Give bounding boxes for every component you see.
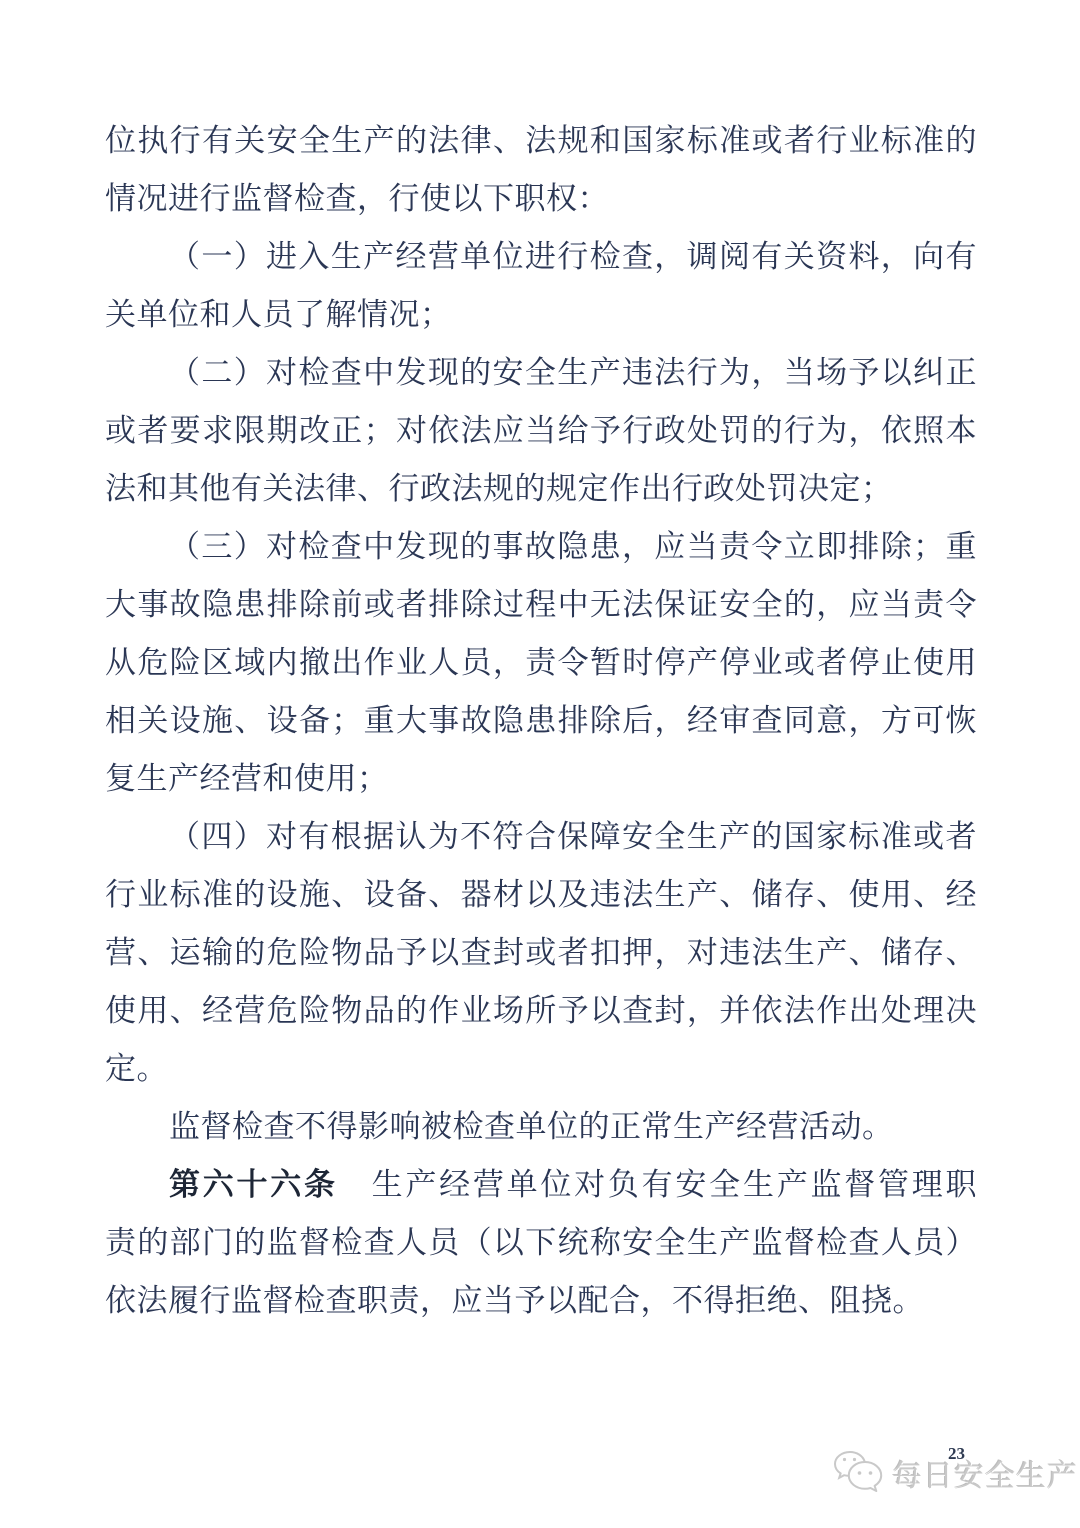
text-line	[105, 924, 977, 982]
text-line	[105, 692, 977, 750]
text-line	[105, 634, 977, 692]
text-segment: 位执行有关安全生产的法律、法规和国家标准或者行业标准的	[105, 123, 977, 158]
text-segment	[338, 1167, 372, 1202]
text-segment: （二）对检查中发现的安全生产违法行为，当场予以纠正	[169, 355, 977, 390]
legal-text-block	[105, 112, 977, 1330]
text-line	[105, 344, 977, 402]
text-segment: 情况进行监督检查，行使以下职权：	[105, 181, 609, 216]
article-number: 第六十六条	[169, 1167, 338, 1202]
text-segment: 从危险区域内撤出作业人员，责令暂时停产停业或者停止使用	[105, 645, 977, 680]
text-segment: 使用、经营危险物品的作业场所予以查封，并依法作出处理决	[105, 993, 977, 1028]
text-segment: （一）进入生产经营单位进行检查，调阅有关资料，向有	[169, 239, 977, 274]
text-line	[105, 808, 977, 866]
text-line	[105, 1098, 977, 1156]
text-segment: 或者要求限期改正；对依法应当给予行政处罚的行为，依照本	[105, 413, 977, 448]
text-segment: （三）对检查中发现的事故隐患，应当责令立即排除；重	[169, 529, 977, 564]
text-line	[105, 866, 977, 924]
text-segment: 监督检查不得影响被检查单位的正常生产经营活动。	[169, 1109, 894, 1144]
text-line	[105, 228, 977, 286]
text-line	[105, 170, 977, 228]
text-line	[105, 1040, 977, 1098]
page-number: 23	[948, 1444, 965, 1463]
text-segment: 责的部门的监督检查人员（以下统称安全生产监督检查人员）	[105, 1225, 977, 1260]
brand-name: 每日安全生产	[892, 1460, 1078, 1493]
text-line	[105, 402, 977, 460]
text-line	[105, 112, 977, 170]
text-line	[105, 1156, 977, 1214]
wechat-icon	[832, 1448, 884, 1499]
text-segment: 行业标准的设施、设备、器材以及违法生产、储存、使用、经	[105, 877, 977, 912]
text-line	[105, 286, 977, 344]
text-segment: 关单位和人员了解情况；	[105, 297, 452, 332]
text-segment: 营、运输的危险物品予以查封或者扣押，对违法生产、储存、	[105, 935, 977, 970]
text-segment: 生产经营单位对负有安全生产监督管理职	[371, 1167, 978, 1202]
text-segment: 定。	[105, 1051, 168, 1086]
text-line	[105, 518, 977, 576]
text-line	[105, 750, 977, 808]
text-segment: （四）对有根据认为不符合保障安全生产的国家标准或者	[169, 819, 977, 854]
text-segment: 大事故隐患排除前或者排除过程中无法保证安全的，应当责令	[105, 587, 977, 622]
text-line	[105, 576, 977, 634]
text-segment: 相关设施、设备；重大事故隐患排除后，经审查同意，方可恢	[105, 703, 977, 738]
text-segment: 复生产经营和使用；	[105, 761, 389, 796]
text-line	[105, 1214, 977, 1272]
text-line	[105, 460, 977, 518]
text-line	[105, 982, 977, 1040]
brand-watermark	[832, 1446, 1078, 1500]
text-segment: 依法履行监督检查职责，应当予以配合，不得拒绝、阻挠。	[105, 1283, 924, 1318]
text-segment: 法和其他有关法律、行政法规的规定作出行政处罚决定；	[105, 471, 893, 506]
text-line	[105, 1272, 977, 1330]
